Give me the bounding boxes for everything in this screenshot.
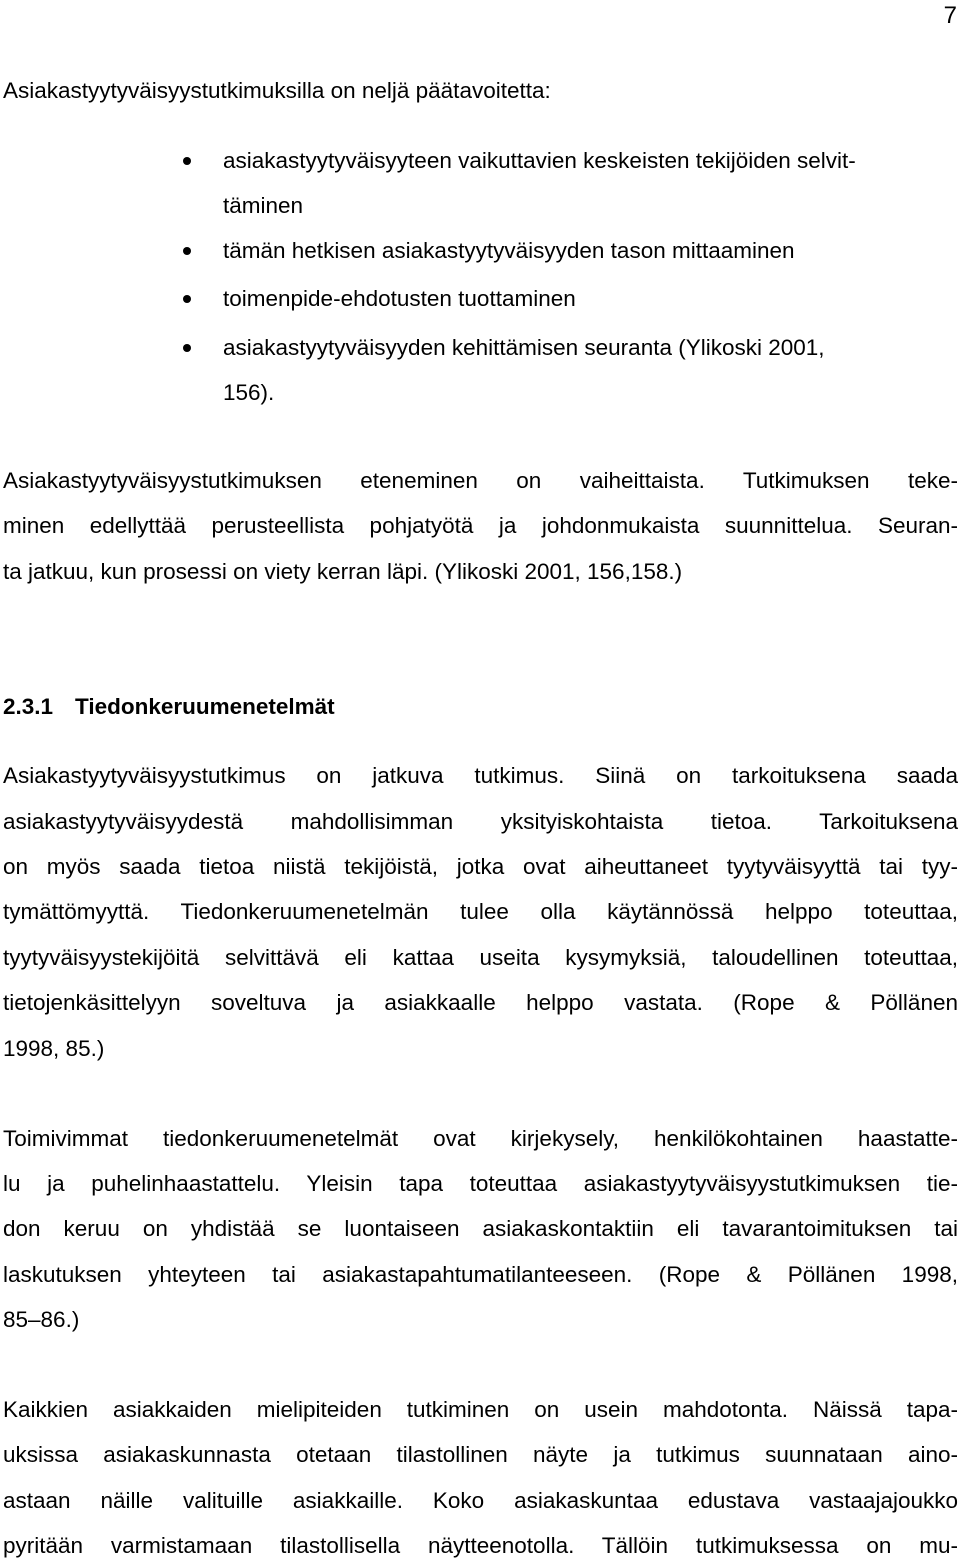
- paragraph-line: Asiakastyytyväisyystutkimus on jatkuva tutkimus. Siinä on tarkoituksena saada: [3, 763, 958, 788]
- paragraph-line: lu ja puhelinhaastattelu. Yleisin tapa toteuttaa asiakastyytyväisyystutkimuksen tie-: [3, 1171, 958, 1196]
- intro-text: Asiakastyytyväisyystutkimuksilla on neljä päätavoitetta:: [3, 78, 551, 103]
- paragraph-line: astaan näille valituille asiakkaille. Koko asiakaskuntaa edustava vastaajajoukko: [3, 1488, 958, 1513]
- paragraph-line: 1998, 85.): [3, 1036, 105, 1061]
- paragraph-line: don keruu on yhdistää se luontaiseen asiakaskontaktiin eli tavarantoimituksen tai: [3, 1216, 958, 1241]
- bullet-icon: [183, 157, 191, 165]
- list-item-text: toimenpide-ehdotusten tuottaminen: [223, 286, 576, 311]
- list-item-text: tämän hetkisen asiakastyytyväisyyden tason mittaaminen: [223, 238, 795, 263]
- paragraph-line: laskutuksen yhteyteen tai asiakastapahtumatilanteeseen. (Rope & Pöllänen 1998,: [3, 1262, 958, 1287]
- paragraph-line: ta jatkuu, kun prosessi on viety kerran läpi. (Ylikoski 2001, 156,158.): [3, 559, 683, 584]
- paragraph-line: asiakastyytyväisyydestä mahdollisimman yksityiskohtaista tietoa. Tarkoituksena: [3, 809, 958, 834]
- page-number: 7: [943, 2, 957, 29]
- paragraph-line: tietojenkäsittelyyn soveltuva ja asiakkaalle helppo vastata. (Rope & Pöllänen: [3, 990, 958, 1015]
- paragraph-line: Asiakastyytyväisyystutkimuksen eteneminen on vaiheittaista. Tutkimuksen teke-: [3, 468, 958, 493]
- paragraph-line: tymättömyyttä. Tiedonkeruumenetelmän tulee olla käytännössä helppo toteuttaa,: [3, 899, 958, 924]
- paragraph-line: pyritään varmistamaan tilastollisella näytteenotolla. Tällöin tutkimuksessa on mu-: [3, 1533, 958, 1558]
- bullet-icon: [183, 247, 191, 255]
- section-number: 2.3.1: [3, 694, 54, 719]
- section-heading: [3, 696, 335, 719]
- paragraph-line: minen edellyttää perusteellista pohjatyötä ja johdonmukaista suunnittelua. Seuran-: [3, 513, 958, 538]
- paragraph-line: uksissa asiakaskunnasta otetaan tilastollinen näyte ja tutkimus suunnataan aino-: [3, 1442, 958, 1467]
- list-item-text: asiakastyytyväisyyteen vaikuttavien keskeisten tekijöiden selvit-: [223, 148, 856, 173]
- list-item-text: asiakastyytyväisyyden kehittämisen seuranta (Ylikoski 2001,: [223, 335, 825, 360]
- paragraph-line: 85–86.): [3, 1307, 80, 1332]
- paragraph-line: on myös saada tietoa niistä tekijöistä, jotka ovat aiheuttaneet tyytyväisyyttä tai tyy-: [3, 854, 958, 879]
- list-item-text: 156).: [223, 380, 275, 405]
- section-title: Tiedonkeruumenetelmät: [75, 694, 335, 719]
- paragraph-line: Kaikkien asiakkaiden mielipiteiden tutkiminen on usein mahdotonta. Näissä tapa-: [3, 1397, 958, 1422]
- bullet-icon: [183, 344, 191, 352]
- paragraph-line: Toimivimmat tiedonkeruumenetelmät ovat kirjekysely, henkilökohtainen haastatte-: [3, 1126, 958, 1151]
- paragraph-line: tyytyväisyystekijöitä selvittävä eli kattaa useita kysymyksiä, taloudellinen toteuttaa,: [3, 945, 958, 970]
- list-item-text: täminen: [223, 193, 304, 218]
- bullet-icon: [183, 295, 191, 303]
